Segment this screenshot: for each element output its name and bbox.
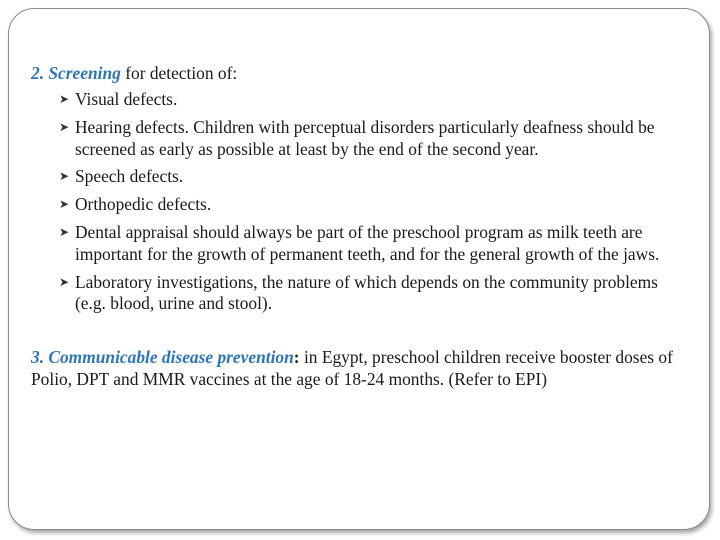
prevention-text: in Egypt, preschool children receive booster doses of Polio, DPT and MMR vaccines at the age of 18-24 months. (Refer to EPI) [31, 347, 673, 390]
list-item-text: Speech defects. [75, 166, 184, 187]
section-spacer [31, 321, 691, 346]
list-item [31, 117, 691, 161]
list-item [31, 166, 691, 188]
list-item-text: Visual defects. [75, 89, 178, 109]
arrow-bullet-icon: ➤ [59, 197, 70, 212]
screening-intro: for detection of: [120, 63, 238, 83]
list-item [31, 222, 691, 266]
arrow-bullet-icon: ➤ [59, 169, 70, 184]
list-item-text: Hearing defects. Children with perceptual disorders particularly deafness should be screened as early as possible at least by the end of the second year. [75, 116, 655, 159]
arrow-bullet-icon: ➤ [59, 92, 70, 106]
list-item [31, 194, 691, 216]
prevention-title: 3. Communicable disease prevention [31, 347, 294, 368]
slide-content [31, 62, 691, 390]
screening-list [31, 89, 691, 315]
list-item-text: Orthopedic defects. [75, 194, 212, 215]
arrow-bullet-icon: ➤ [59, 224, 70, 239]
list-item [31, 272, 691, 316]
prevention-colon: : [293, 347, 300, 368]
screening-title: 2. Screening [31, 63, 121, 83]
list-item-text: Laboratory investigations, the nature of which depends on the community problems (e.g. blood, urine and stool). [75, 271, 658, 314]
arrow-bullet-icon: ➤ [59, 119, 70, 134]
prevention-paragraph [31, 346, 696, 390]
list-item-text: Dental appraisal should always be part of the preschool program as milk teeth are important for the growth of permanent teeth, and for the general growth of the jaws. [75, 221, 660, 264]
screening-heading [31, 62, 691, 84]
arrow-bullet-icon: ➤ [59, 274, 70, 289]
list-item [31, 89, 691, 111]
